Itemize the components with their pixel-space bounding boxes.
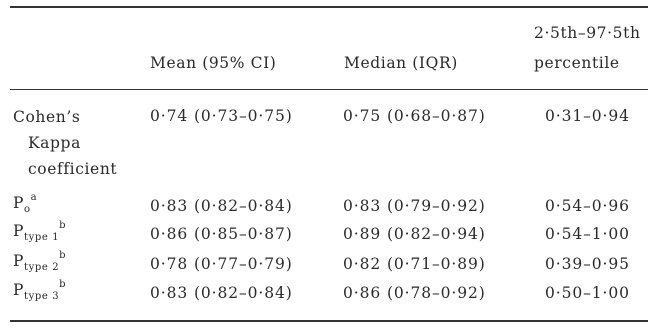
header-mean: Mean (95% CI)	[150, 54, 277, 72]
table-bottom-rule	[10, 320, 648, 322]
row-label-main: P	[13, 194, 25, 212]
row-label-subscript: type 2	[24, 262, 60, 273]
cell-range: 0·31–0·94	[545, 107, 630, 125]
row-label-line1: Cohen’s	[13, 108, 81, 126]
row-label-subscript: type 1	[24, 232, 60, 243]
row-label-line2: Kappa	[28, 134, 81, 152]
header-percentile-line2: percentile	[534, 54, 620, 72]
row-label-superscript: b	[59, 279, 67, 290]
cell-range: 0·54–1·00	[545, 225, 630, 243]
cell-mean: 0·78 (0·77–0·79)	[150, 255, 293, 273]
row-label-main: P	[13, 281, 25, 299]
cell-range: 0·39–0·95	[545, 255, 630, 273]
row-label	[13, 220, 67, 243]
row-label-subscript: o	[24, 204, 31, 215]
row-label-superscript: b	[59, 220, 67, 231]
cell-range: 0·50–1·00	[545, 284, 630, 302]
cell-range: 0·54–0·96	[545, 197, 630, 215]
cell-mean: 0·83 (0·82–0·84)	[150, 284, 293, 302]
cell-median: 0·89 (0·82–0·94)	[343, 225, 486, 243]
row-label	[13, 250, 67, 273]
row-label-main: P	[13, 252, 25, 270]
cell-mean: 0·86 (0·85–0·87)	[150, 225, 293, 243]
row-label-superscript: b	[59, 250, 67, 261]
row-label-subscript: type 3	[24, 291, 60, 302]
cell-mean: 0·83 (0·82–0·84)	[150, 197, 293, 215]
table-header-rule	[10, 89, 648, 90]
header-median: Median (IQR)	[344, 54, 458, 72]
row-label	[13, 104, 117, 182]
row-label	[13, 279, 67, 302]
cell-mean: 0·74 (0·73–0·75)	[150, 107, 293, 125]
cell-median: 0·82 (0·71–0·89)	[343, 255, 486, 273]
cell-median: 0·83 (0·79–0·92)	[343, 197, 486, 215]
row-label	[13, 192, 38, 215]
cell-median: 0·75 (0·68–0·87)	[343, 107, 486, 125]
row-label-main: P	[13, 222, 25, 240]
row-label-superscript: a	[30, 192, 38, 203]
table-top-rule	[10, 6, 648, 8]
row-label-line3: coefficient	[28, 160, 118, 178]
cell-median: 0·86 (0·78–0·92)	[343, 284, 486, 302]
header-percentile-line1: 2·5th–97·5th	[534, 24, 641, 42]
